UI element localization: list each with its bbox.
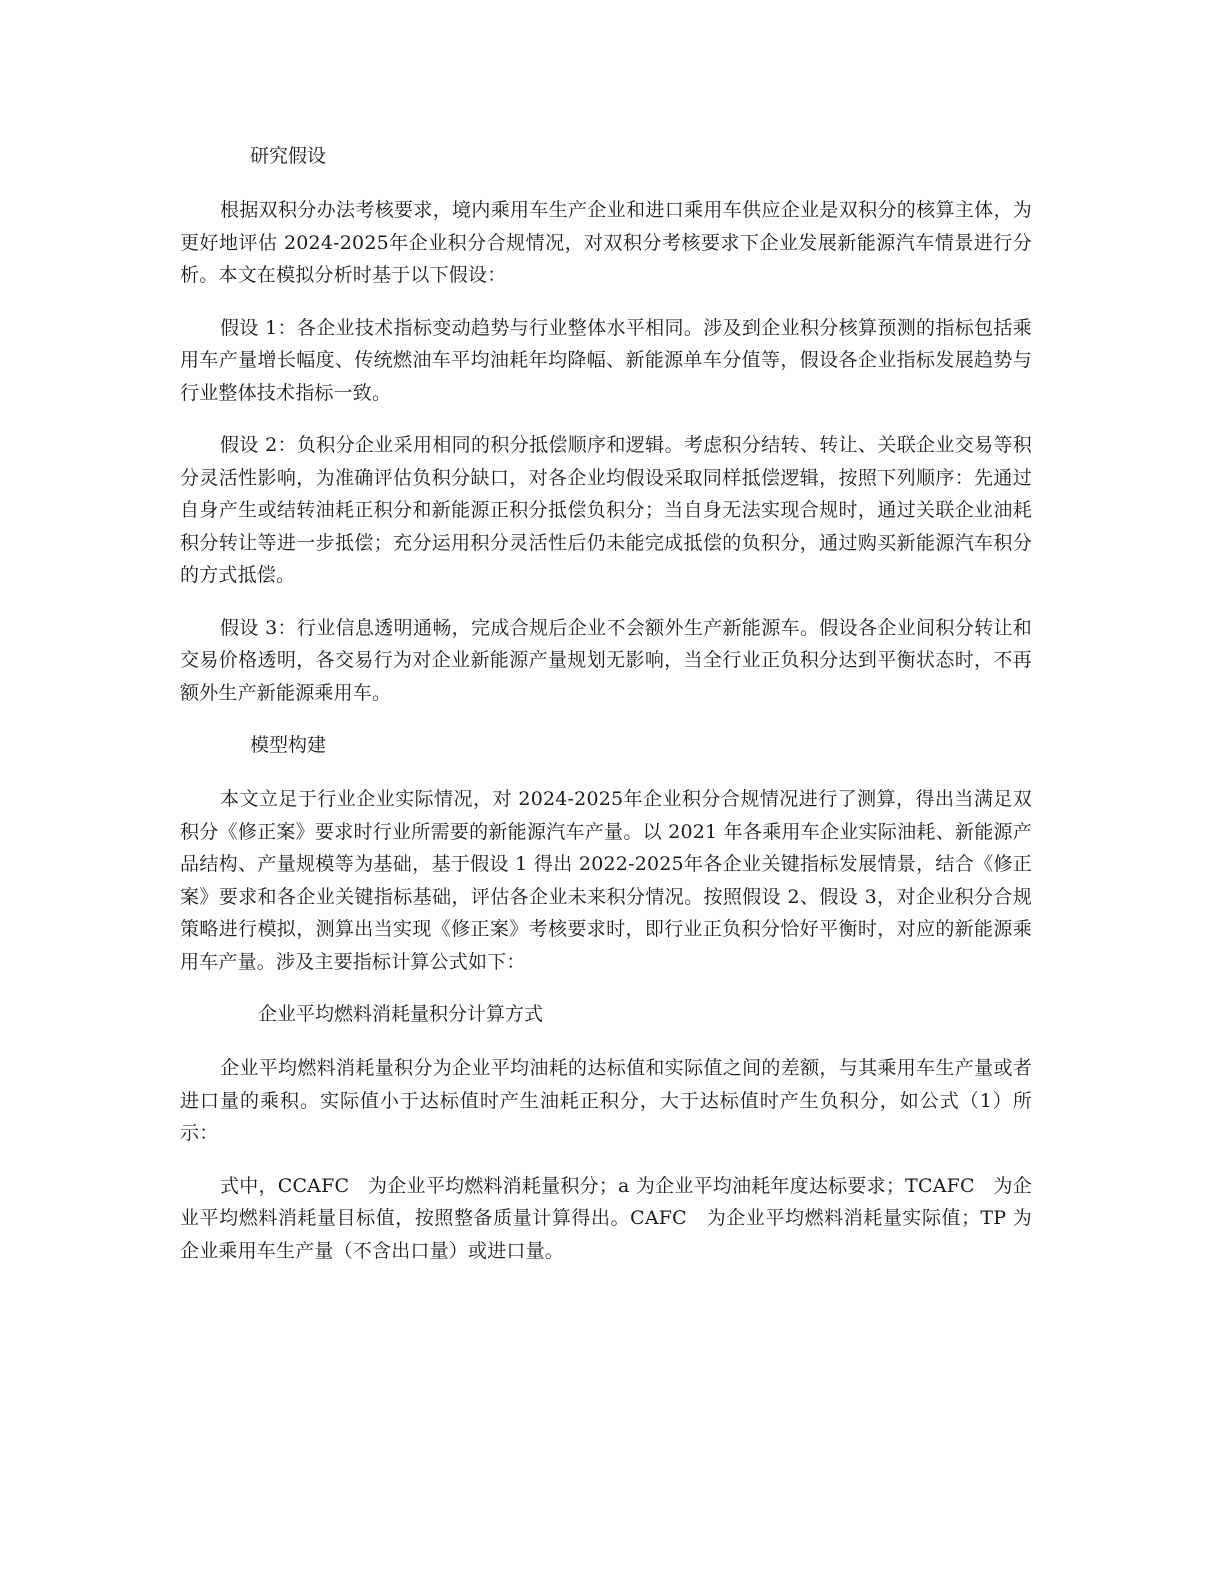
assumption-2-paragraph: 假设 2：负积分企业采用相同的积分抵偿顺序和逻辑。考虑积分结转、转让、关联企业交易等积分灵活性影响，为准确评估负积分缺口，对各企业均假设采取同样抵偿逻辑，按照下列顺序：先通过自身产生或结转油耗正积分和新能源正积分抵偿负积分；当自身无法实现合规时，通过关联企业油耗积分转让等进一步抵偿；充分运用积分灵活性后仍未能完成抵偿的负积分，通过购买新能源汽车积分的方式抵偿。 [180, 434, 1032, 586]
cafc-credit-paragraph: 企业平均燃料消耗量积分为企业平均油耗的达标值和实际值之间的差额，与其乘用车生产量或者进口量的乘积。实际值小于达标值时产生油耗正积分，大于达标值时产生负积分，如公式（1）所示： [180, 1057, 1032, 1144]
assumption-1-paragraph: 假设 1：各企业技术指标变动趋势与行业整体水平相同。涉及到企业积分核算预测的指标包括乘用车产量增长幅度、传统燃油车平均油耗年均降幅、新能源单车分值等，假设各企业指标发展趋势与行业整体技术指标一致。 [180, 316, 1032, 404]
assumption-3-paragraph: 假设 3：行业信息透明通畅，完成合规后企业不会额外生产新能源车。假设各企业间积分转让和交易价格透明，各交易行为对企业新能源产量规划无影响，当全行业正负积分达到平衡状态时，不再额外生产新能源乘用车。 [180, 616, 1032, 704]
formula-explanation-paragraph: 式中，CCAFC 为企业平均燃料消耗量积分；a 为企业平均油耗年度达标要求；TCAFC 为企业平均燃料消耗量目标值，按照整备质量计算得出。CAFC 为企业平均燃料消耗量实际值；TP 为企业乘用车生产量（不含出口量）或进口量。 [180, 1174, 1032, 1262]
intro-paragraph: 根据双积分办法考核要求，境内乘用车生产企业和进口乘用车供应企业是双积分的核算主体，为更好地评估 2024-2025年企业积分合规情况，对双积分考核要求下企业发展新能源汽车情景进行分析。本文在模拟分析时基于以下假设： [180, 199, 1032, 286]
section-heading-research-assumptions: 研究假设 [250, 145, 327, 167]
document-page [180, 140, 1032, 1287]
model-construction-paragraph: 本文立足于行业企业实际情况，对 2024-2025年企业积分合规情况进行了测算，得出当满足双积分《修正案》要求时行业所需要的新能源汽车产量。以 2021 年各乘用车企业实际油耗、新能源产品结构、产量规模等为基础，基于假设 1 得出 2022-2025年各企业关键指标发展情景，结合《修正案》要求和各企业关键指标基础，评估各企业未来积分情况。按照假设 2、假设 3，对企业积分合规策略进行模拟，测算出当实现《修正案》考核要求时，即行业正负积分恰好平衡时，对应的新能源乘用车产量。涉及主要指标计算公式如下： [180, 788, 1032, 973]
subsection-heading-cafc-credit: 企业平均燃料消耗量积分计算方式 [258, 1003, 544, 1025]
section-heading-model-construction: 模型构建 [250, 734, 327, 756]
